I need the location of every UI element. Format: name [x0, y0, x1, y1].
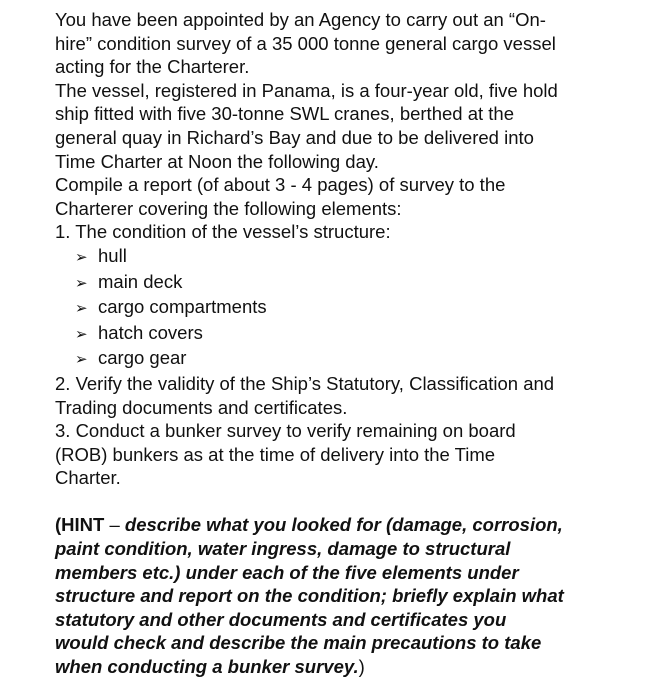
list-item-label: hull — [98, 244, 127, 266]
hint-text: structure and report on the condition; briefly explain what — [55, 585, 564, 607]
hint-text: statutory and other documents and certificates you — [55, 608, 507, 630]
compile-paragraph — [55, 173, 615, 220]
list-item-label: cargo gear — [98, 347, 187, 369]
arrow-bullet-icon: ➢ — [75, 299, 88, 318]
hint-text: paint condition, water ingress, damage to structural — [55, 538, 511, 560]
text-line — [55, 584, 615, 608]
arrow-bullet-icon: ➢ — [75, 350, 88, 369]
text-line: 3. Conduct a bunker survey to verify remaining on board — [55, 420, 516, 442]
text-line: Charter. — [55, 467, 121, 489]
list-item-label: main deck — [98, 270, 183, 292]
text-line: Charterer covering the following elements: — [55, 197, 402, 219]
hint-paragraph — [55, 513, 615, 678]
structure-item — [55, 220, 615, 372]
list-item — [55, 346, 615, 372]
hint-text: describe what you looked for (damage, corrosion, — [124, 514, 563, 536]
text-line: 2. Verify the validity of the Ship’s Statutory, Classification and — [55, 372, 555, 394]
hint-label: (HINT — [55, 514, 105, 536]
list-item — [55, 244, 615, 270]
arrow-bullet-icon: ➢ — [75, 247, 88, 266]
text-line — [55, 561, 615, 585]
hint-text: members etc.) under each of the five elements under — [55, 561, 519, 583]
text-line: The vessel, registered in Panama, is a four-year old, five hold — [55, 79, 558, 101]
text-line — [55, 537, 615, 561]
structure-bullet-list — [55, 244, 615, 372]
hint-dash: – — [104, 514, 125, 536]
text-line: (ROB) bunkers as at the time of delivery into the Time — [55, 443, 496, 465]
text-line — [55, 513, 615, 537]
bunker-item — [55, 419, 615, 490]
text-line: Compile a report (of about 3 - 4 pages) of survey to the — [55, 174, 506, 196]
text-line — [55, 608, 615, 632]
text-line: acting for the Charterer. — [55, 56, 250, 78]
list-item — [55, 321, 615, 347]
arrow-bullet-icon: ➢ — [75, 324, 88, 343]
assignment-document — [55, 8, 615, 679]
list-item — [55, 295, 615, 321]
list-item-label: hatch covers — [98, 321, 203, 343]
text-line: You have been appointed by an Agency to carry out an “On- — [55, 9, 546, 30]
paragraph-gap — [55, 490, 615, 514]
text-line: hire” condition survey of a 35 000 tonne general cargo vessel — [55, 32, 556, 54]
text-line: Time Charter at Noon the following day. — [55, 150, 379, 172]
text-line: ship fitted with five 30-tonne SWL cranes, berthed at the — [55, 103, 514, 125]
text-line — [55, 631, 615, 655]
item-title: 1. The condition of the vessel’s structure: — [55, 221, 391, 243]
hint-text: when conducting a bunker survey. — [55, 656, 359, 678]
text-line — [55, 655, 615, 679]
text-line: general quay in Richard’s Bay and due to be delivered into — [55, 126, 534, 148]
documents-item — [55, 372, 615, 419]
text-line: Trading documents and certificates. — [55, 396, 348, 418]
hint-close: ) — [358, 656, 365, 678]
arrow-bullet-icon: ➢ — [75, 273, 88, 292]
list-item — [55, 270, 615, 296]
hint-text: would check and describe the main precautions to take — [55, 632, 542, 654]
vessel-paragraph — [55, 79, 615, 173]
intro-paragraph — [55, 8, 615, 79]
list-item-label: cargo compartments — [98, 296, 267, 318]
